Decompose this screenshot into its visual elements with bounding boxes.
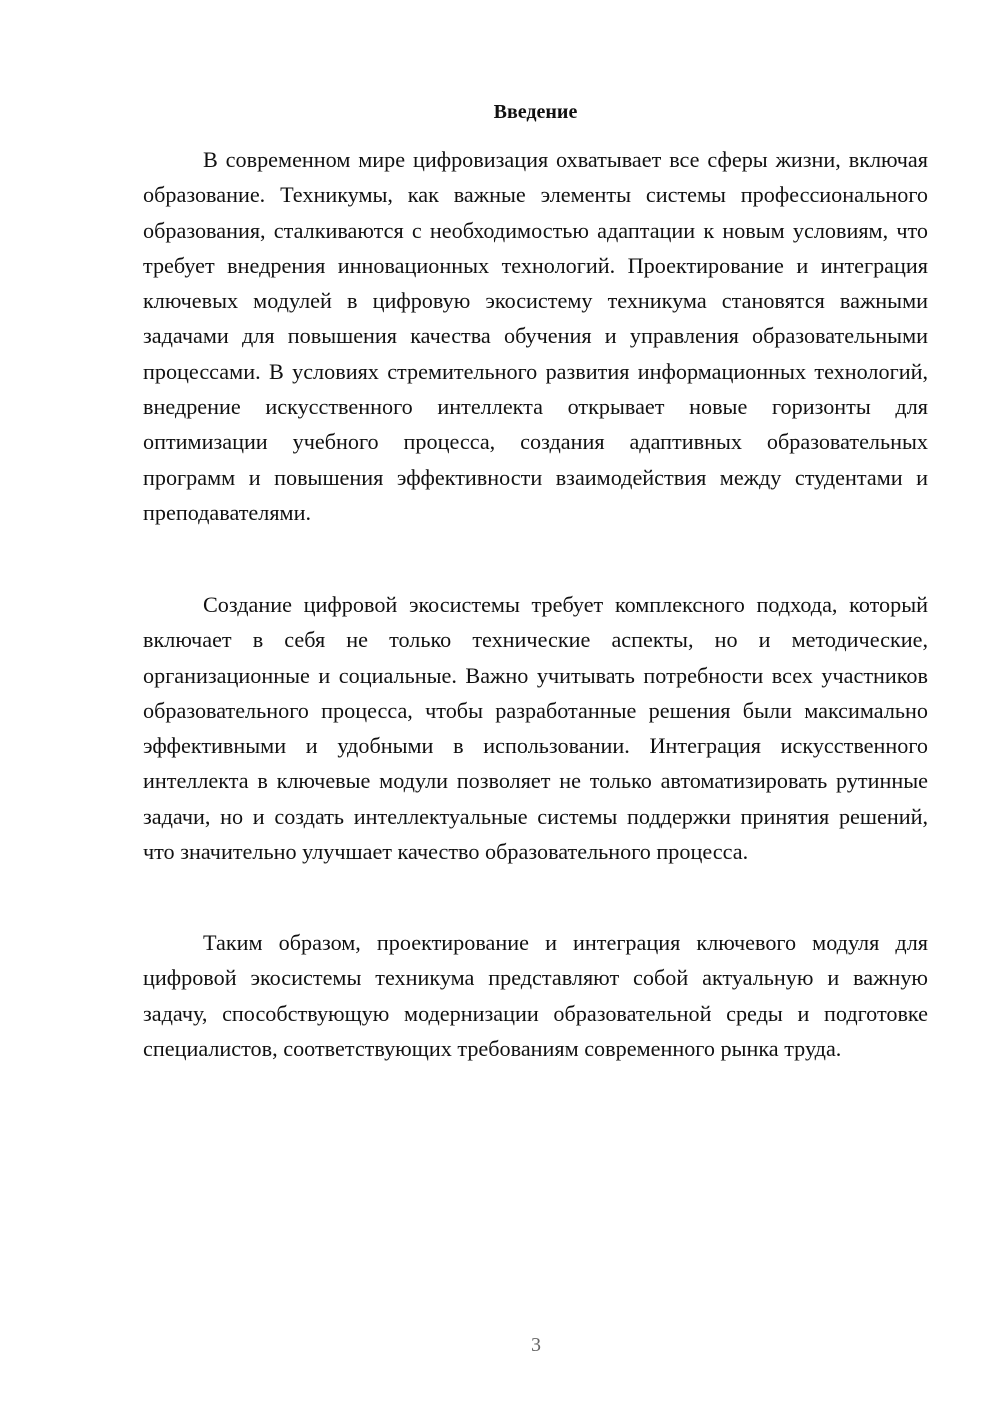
paragraph-1: В современном мире цифровизация охватывает все сферы жизни, включая образование. Техникумы, как важные элементы системы профессионального образования, сталкиваются с необходимостью адаптации к новым условиям, что требует внедрения инновационных технологий. Проектирование и интеграция ключевых модулей в цифровую экосистему техникума становятся важными задачами для повышения качества обучения и управления образовательными процессами. В условиях стремительного развития информационных технологий, внедрение искусственного интеллекта открывает новые горизонты для оптимизации учебного процесса, создания адаптивных образовательных программ и повышения эффективности взаимодействия между студентами и преподавателями. <box>143 147 928 525</box>
paragraph-2: Создание цифровой экосистемы требует комплексного подхода, который включает в себя не только технические аспекты, но и методические, организационные и социальные. Важно учитывать потребности всех участников образовательного процесса, чтобы разработанные решения были максимально эффективными и удобными в использовании. Интеграция искусственного интеллекта в ключевые модули позволяет не только автоматизировать рутинные задачи, но и создать интеллектуальные системы поддержки принятия решений, что значительно улучшает качество образовательного процесса. <box>143 592 928 865</box>
section-heading: Введение <box>493 101 578 123</box>
paragraph-3: Таким образом, проектирование и интеграция ключевого модуля для цифровой экосистемы техникума представляют собой актуальную и важную задачу, способствующую модернизации образовательной среды и подготовке специалистов, соответствующих требованиям современного рынка труда. <box>143 930 928 1061</box>
page-number: 3 <box>531 1334 541 1356</box>
